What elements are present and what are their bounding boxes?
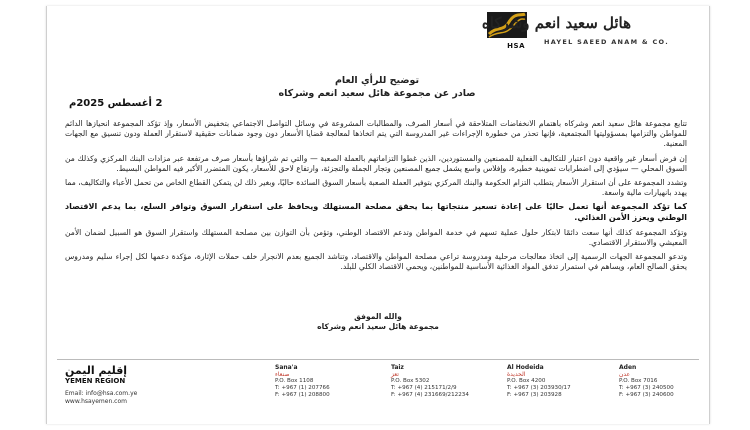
office-tel: T: +967 (3) 240500 <box>619 385 674 391</box>
paragraph-5: وتؤكد المجموعة كذلك أنها سعت دائمًا لابتكار حلول عملية تسهم في خدمة المواطن وتدعم الاقتصاد الوطني، وتؤمن بأن التوازن بين مصلحة المستهلك واستقرار السوق هو السبيل لضمان الأمن المعيشي والاستقرار الاقتصادي. <box>65 227 687 247</box>
region-name-en: YEMEN REGION <box>65 377 126 385</box>
office-taiz <box>391 364 501 399</box>
office-city: Al Hodeida <box>507 364 544 371</box>
paragraph-6: وتدعو المجموعة الجهات الرسمية إلى اتخاذ معالجات مرحلية ومدروسة تراعي مصلحة المواطن والاقتصاد، وتناشد الجميع بعدم الانجرار خلف حملات الإثارة، مؤكدة دعمها لكل إجراء سليم ومدروس يحقق الصالح العام، ويساهم في استمرار تدفق المواد الغذائية الأساسية للمواطنين، ويحمي الاقتصاد الكلي للبلد. <box>65 252 687 272</box>
email-text[interactable]: Email: info@hsa.com.ye <box>65 390 138 397</box>
office-fax: F: +967 (1) 208800 <box>275 392 330 398</box>
office-city-ar: عدن <box>619 371 631 378</box>
logo-abbreviation: HSA <box>507 42 525 50</box>
office-po: P.O. Box 5302 <box>391 378 430 384</box>
office-tel: T: +967 (4) 215171/2/9 <box>391 385 457 391</box>
office-po: P.O. Box 4200 <box>507 378 546 384</box>
letter-page <box>46 6 710 424</box>
letter-footer <box>57 359 699 405</box>
signer-name: مجموعة هائل سعيد انعم وشركاه <box>317 322 439 331</box>
office-aden <box>619 364 695 399</box>
company-logo <box>481 12 677 52</box>
website-link[interactable]: www.hsayemen.com <box>65 397 127 405</box>
office-fax: F: +967 (3) 240600 <box>619 392 674 398</box>
region-name-ar: إقليم اليمن <box>65 364 128 377</box>
office-fax: F: +967 (3) 203928 <box>507 392 562 398</box>
office-city-ar: صنعاء <box>275 371 290 378</box>
office-city-ar: الحديدة <box>507 371 526 378</box>
letter-title: توضيح للرأي العام <box>334 75 420 86</box>
logo-company-name-ar: هائل سعيد انعم وشركاه <box>481 14 631 32</box>
office-po: P.O. Box 1108 <box>275 378 314 384</box>
office-tel: T: +967 (1) 207766 <box>275 385 330 391</box>
office-city: Aden <box>619 364 637 371</box>
office-sanaa <box>275 364 385 399</box>
paragraph-2: إن فرض أسعار غير واقعية دون اعتبار للتكاليف الفعلية للمصنعين والمستوردين، الذين غطوا التزاماتهم بالعملة الصعبة — والتي تم شراؤها بأسعار صرف مرتفعة عبر مزادات البنك المركزي وكذلك من السوق المحلي — سيؤدي إلى اضطرابات تموينية خطيرة، وإفلاس واسع يشمل جميع المصنعين وتجار الجملة والتجزئة، وارتفاع لاحق للأسعار، يكون المتضرر الأكبر فيه المواطن البسيط. <box>65 153 687 173</box>
office-po: P.O. Box 7016 <box>619 378 658 384</box>
office-city-ar: تعز <box>391 371 399 378</box>
contact-info <box>65 390 137 405</box>
letter-date: 2 أغسطس 2025م <box>69 98 163 109</box>
region-block <box>65 364 145 385</box>
office-tel: T: +967 (3) 203930/17 <box>507 385 571 391</box>
office-fax: F: +967 (4) 231669/212234 <box>391 392 469 398</box>
paragraph-3: وتشدد المجموعة على أن استقرار الأسعار يتطلب التزام الحكومة والبنك المركزي بتوفير العملة الصعبة بأسعار السوق السائدة حاليًا، وبغير ذلك لن يتمكن القطاع الخاص من تحمل الأعباء والتكاليف، مما يهدد بانهيارات مالية واسعة. <box>65 178 687 198</box>
logo-company-name-en: HAYEL SAEED ANAM & CO. <box>543 38 669 46</box>
signature-block <box>47 312 709 332</box>
office-city: Sana'a <box>275 364 298 371</box>
letter-heading <box>67 74 687 100</box>
office-hodeida <box>507 364 617 399</box>
paragraph-4-bold: كما تؤكد المجموعة أنها تعمل حاليًا على إعادة تسعير منتجاتها بما يحقق مصلحة المستهلك ويحافظ على استقرار السوق وتوافر السلع، بما يدعم الاقتصاد الوطني ويعزز الأمن الغذائي. <box>65 202 687 223</box>
letter-body <box>65 119 687 276</box>
closing-line: والله الموفق <box>354 312 402 321</box>
paragraph-1: تتابع مجموعة هائل سعيد انعم وشركاه باهتمام الانخفاضات المتلاحقة في أسعار الصرف، والمطالبات المشروعة في وسائل التواصل الاجتماعي بتخفيض الأسعار، وإذ تؤكد المجموعة انحيازها الدائم للمواطن والتزامها بمسؤوليتها المجتمعية، فإنها تحذر من خطورة الإجراءات غير المدروسة التي يتم اتخاذها لمعالجة قضايا الأسعار دون وجود ضمانات حقيقية لاستقرار العملة ودون تنسيق مع الجهات المعنية. <box>65 119 687 149</box>
office-city: Taiz <box>391 364 404 371</box>
letter-subtitle: صادر عن مجموعة هائل سعيد انعم وشركاه <box>278 88 476 99</box>
